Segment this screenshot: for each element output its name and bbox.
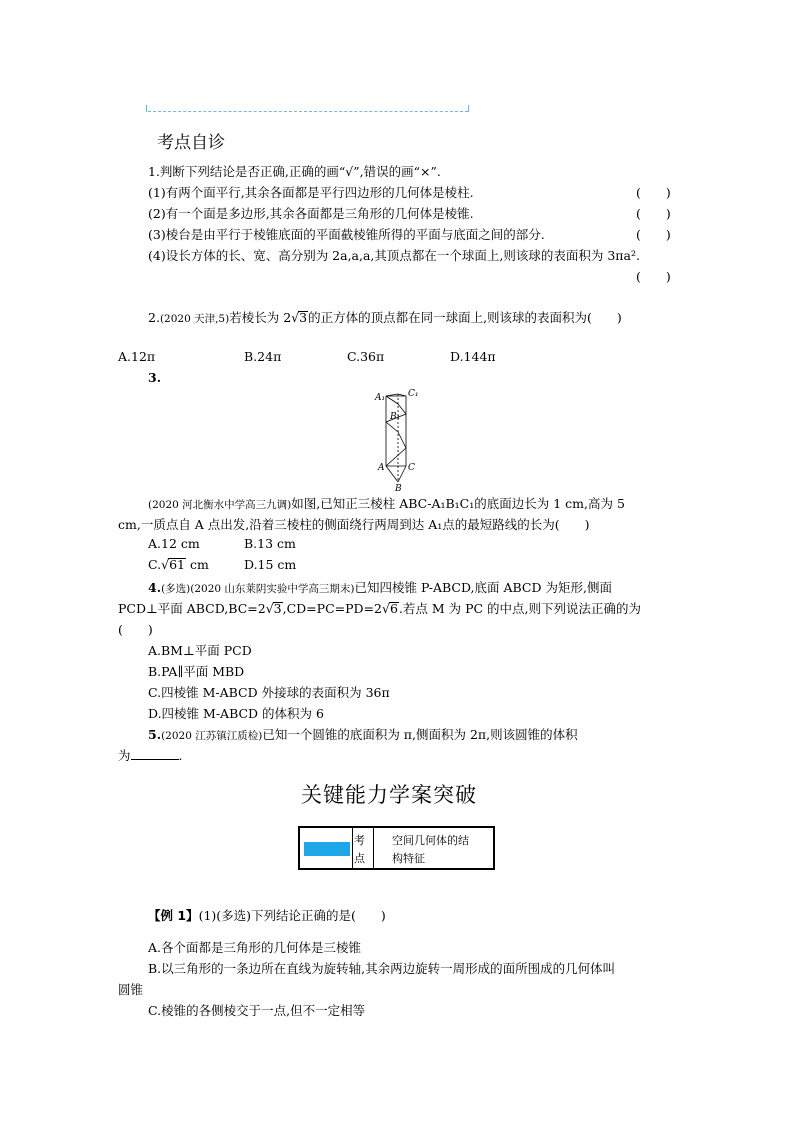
q4-option-c: C.四棱锥 M-ABCD 外接球的表面积为 36π (148, 685, 390, 700)
q1-item-3: (3)棱台是由平行于棱锥底面的平面截棱锥所得的平面与底面之间的部分. (148, 227, 545, 242)
q1-item-1: (1)有两个面平行,其余各面都是平行四边形的几何体是棱柱. (148, 185, 474, 200)
q1-item-2: (2)有一个面是多边形,其余各面都是三角形的几何体是棱锥. (148, 206, 474, 221)
q4-text-2b: ,CD=PC=PD=2 (282, 601, 382, 616)
q1-answer-paren-1: ( ) (636, 185, 671, 200)
q4-text-2c: .若点 M 为 PC 的中点,则下列说法正确的为 (398, 601, 642, 616)
topic-title-1: 空间几何体的结 (392, 834, 469, 847)
q3-line-1 (148, 494, 625, 512)
q3-option-c-label: C. (148, 557, 162, 572)
section-heading: 关键能力学案突破 (301, 783, 477, 807)
sqrt-symbol: √ (161, 557, 170, 572)
q3-option-d: D.15 cm (244, 557, 297, 572)
q2-line (148, 308, 622, 326)
figure-label-b: B (395, 484, 402, 492)
dashed-rule (148, 111, 468, 112)
section-title: 考点自诊 (157, 133, 225, 153)
prism-figure (370, 386, 420, 492)
q2-source: (2020 天津,5) (159, 313, 230, 325)
q4-text-2a: PCD⊥平面 ABCD,BC=2 (118, 601, 266, 616)
sqrt-symbol: √ (265, 601, 274, 616)
example-1-line (148, 906, 386, 924)
q5-line-2: 为 . (118, 748, 183, 763)
figure-label-a1: A₁ (375, 393, 386, 403)
topic-marker (304, 842, 350, 856)
topic-title-2: 构特征 (392, 852, 425, 865)
example-label: 【例 1】 (148, 908, 199, 923)
q2-option-d: D.144π (450, 349, 496, 364)
answer-blank[interactable] (131, 749, 179, 760)
q4-line-1 (148, 578, 612, 596)
topic-label-1: 考 (354, 834, 365, 847)
q5-line-1 (148, 725, 578, 743)
q1-answer-paren-4: ( ) (636, 269, 671, 284)
example-option-b-cont: 圆锥 (118, 982, 144, 997)
figure-label-c1: C₁ (408, 389, 419, 399)
example-stem: (1)(多选)下列结论正确的是( ) (198, 908, 386, 923)
q1-item-4: (4)设长方体的长、宽、高分别为 2a,a,a,其顶点都在一个球面上,则该球的表面积为 3πa². (148, 248, 640, 263)
q3-source: (2020 河北衡水中学高三九调) (148, 499, 292, 511)
q4-answer-paren: ( ) (118, 622, 153, 637)
q2-sqrt-value: 3 (299, 310, 308, 325)
q4-sqrt-2: 6 (389, 601, 398, 616)
topic-label-2: 点 (354, 852, 365, 865)
figure-label-c: C (408, 463, 415, 473)
example-option-c: C.棱锥的各侧棱交于一点,但不一定相等 (148, 1003, 366, 1018)
q2-option-a: A.12π (118, 349, 156, 364)
topic-divider (352, 828, 353, 868)
q3-line-2: cm,一质点自 A 点出发,沿着三棱柱的侧面绕行两周到达 A₁点的最短路线的长为( ) (118, 517, 590, 532)
q4-text-1: 已知四棱锥 P-ABCD,底面 ABCD 为矩形,侧面 (354, 580, 612, 595)
q1-answer-paren-3: ( ) (636, 227, 671, 242)
example-option-a: A.各个面都是三角形的几何体是三棱锥 (148, 940, 362, 955)
q4-line-2 (118, 599, 641, 617)
q4-option-d: D.四棱锥 M-ABCD 的体积为 6 (148, 706, 324, 721)
dashed-rule-cap-right (468, 105, 471, 112)
q3-number: 3. (148, 370, 162, 385)
example-option-b: B.以三角形的一条边所在直线为旋转轴,其余两边旋转一周形成的面所围成的几何体叫 (148, 961, 616, 976)
q4-sqrt-1: 3 (273, 601, 282, 616)
q2-stem-a: 若棱长为 2 (229, 310, 292, 325)
q4-option-b: B.PA∥平面 MBD (148, 664, 245, 679)
q2-option-b: B.24π (244, 349, 282, 364)
q5-source: (2020 江苏镇江质检) (161, 730, 263, 742)
q5-number: 5. (148, 727, 162, 742)
q1-stem: 1.判断下列结论是否正确,正确的画“√”,错误的画“×”. (148, 164, 441, 179)
q4-number: 4. (148, 580, 162, 595)
figure-label-a: A (378, 463, 385, 473)
topic-box (298, 826, 495, 870)
q3-option-b: B.13 cm (244, 536, 296, 551)
q4-option-a: A.BM⊥平面 PCD (148, 643, 252, 658)
q1-answer-paren-2: ( ) (636, 206, 671, 221)
q4-source: (多选)(2020 山东莱阴实验中学高三期末) (161, 583, 355, 595)
q3-option-c-unit: cm (185, 557, 209, 572)
topic-divider (373, 828, 374, 868)
q2-option-c: C.36π (347, 349, 385, 364)
q5-text-2: 为 (118, 748, 131, 763)
figure-label-b1: B₁ (390, 412, 401, 422)
q5-text-1: 已知一个圆锥的底面积为 π,侧面积为 2π,则该圆锥的体积 (262, 727, 578, 742)
sqrt-symbol: √ (291, 310, 300, 325)
sqrt-symbol: √ (381, 601, 390, 616)
q2-stem-b: 的正方体的顶点都在同一球面上,则该球的表面积为( ) (308, 310, 622, 325)
q3-text-1: 如图,已知正三棱柱 ABC-A₁B₁C₁的底面边长为 1 cm,高为 5 (291, 496, 625, 511)
q3-option-c-sqrt: 61 (169, 557, 185, 572)
q2-number: 2. (148, 310, 160, 325)
q3-option-c (148, 557, 209, 572)
q3-option-a: A.12 cm (148, 536, 200, 551)
